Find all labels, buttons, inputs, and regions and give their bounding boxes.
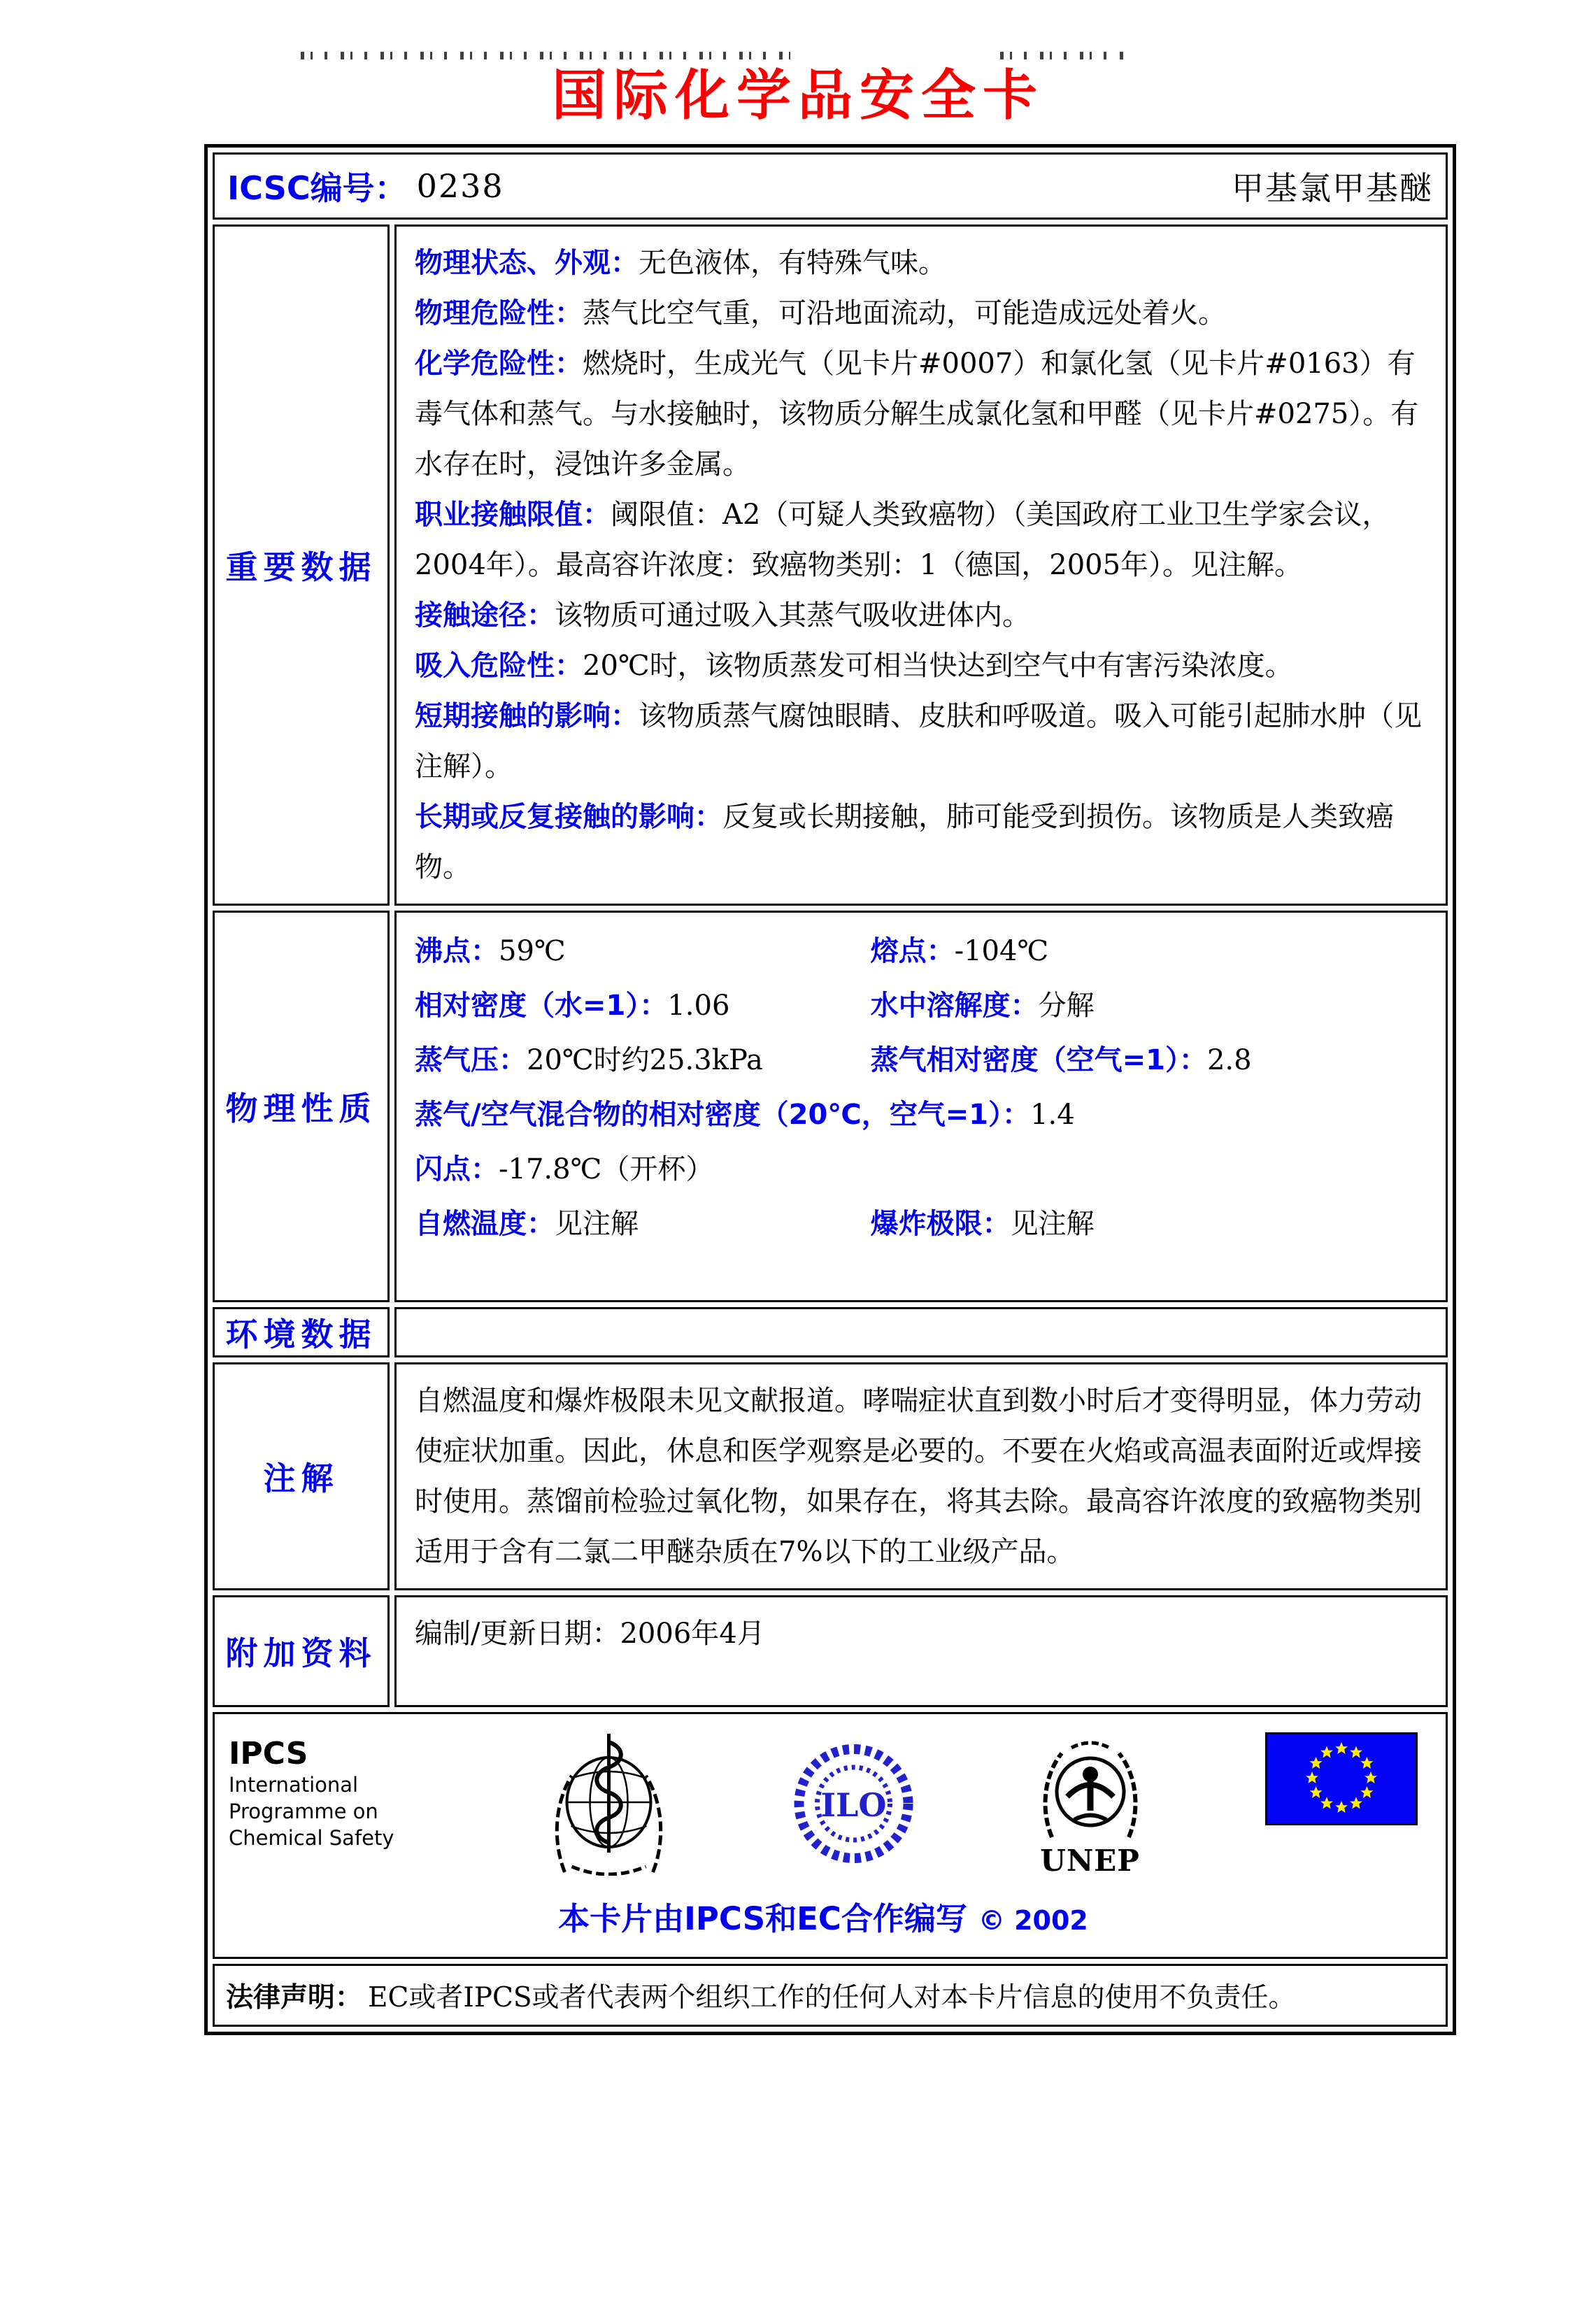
ipcs-title: IPCS: [229, 1736, 308, 1771]
field-chemical-dangers: 化学危险性：燃烧时，生成光气（见卡片#0007）和氯化氢（见卡片#0163）有毒气体和蒸气。与水接触时，该物质分解生成氯化氢和甲醛（见卡片#0275）。有水存在时，浸蚀许多金属。: [415, 348, 1419, 480]
field-inhalation-risk: 吸入危险性：20℃时，该物质蒸发可相当快达到空气中有害污染浓度。: [415, 650, 1293, 682]
section-label-important-data: 重要数据: [213, 224, 390, 906]
additional-info-content: [394, 1595, 1448, 1707]
legal-notice-label: 法律声明：: [226, 1982, 363, 2013]
icsc-number-value: 0238: [416, 167, 504, 205]
prop-vapour-air-mixture: 蒸气/空气混合物的相对密度（20℃，空气=1）：1.4: [415, 1099, 1075, 1131]
field-occupational-exposure-limits: 职业接触限值：阈限值：A2（可疑人类致癌物）（美国政府工业卫生学家会议，2004年）。最高容许浓度：致癌物类别：1（德国，2005年）。见注解。: [415, 499, 1390, 581]
field-routes-of-exposure: 接触途径：该物质可通过吸入其蒸气吸收进体内。: [415, 599, 1030, 632]
field-long-term-effects: 长期或反复接触的影响：反复或长期接触，肺可能受到损伤。该物质是人类致癌物。: [415, 801, 1394, 883]
cropped-text-fragment: [1000, 52, 1130, 59]
safety-card-table: [204, 144, 1456, 2035]
important-data-content: [394, 224, 1448, 906]
who-logo-icon: [548, 1732, 670, 1876]
environmental-data-row: [213, 1307, 1448, 1357]
ipcs-subtitle-line3: Chemical Safety: [229, 1826, 394, 1850]
ipcs-subtitle-line1: International: [229, 1773, 359, 1797]
ilo-logo-icon: [792, 1732, 915, 1876]
prop-flash-point: 闪点：-17.8℃（开杯）: [415, 1153, 714, 1185]
prop-vapour-pressure-density: 蒸气压：20℃时约25.3kPa 蒸气相对密度（空气=1）：2.8: [415, 1044, 1252, 1076]
additional-info-row: [213, 1595, 1448, 1707]
notes-row: [213, 1362, 1448, 1590]
legal-notice-text: EC或者IPCS或者代表两个组织工作的任何人对本卡片信息的使用不负责任。: [368, 1982, 1296, 2013]
important-data-row: [213, 224, 1448, 906]
notes-content: [394, 1362, 1448, 1590]
unep-label: UNEP: [1040, 1844, 1140, 1878]
legal-notice-row: [213, 1964, 1448, 2027]
prop-autoignition-explosive: 自燃温度：见注解 爆炸极限：见注解: [415, 1208, 1095, 1240]
credit-line: [229, 1893, 1418, 1939]
page-title: 国际化学品安全卡: [551, 64, 1044, 127]
chemical-name: 甲基氯甲基醚: [1232, 169, 1433, 207]
prop-boiling-melting: 沸点：59℃ 熔点：-104℃: [415, 935, 1049, 967]
section-label-physical-properties: 物理性质: [213, 911, 390, 1302]
physical-properties-content: [394, 911, 1448, 1302]
icsc-number-group: [227, 163, 1232, 209]
logos-line: [229, 1732, 1418, 1878]
update-date: 编制/更新日期：2006年4月: [415, 1618, 765, 1650]
field-physical-dangers: 物理危险性：蒸气比空气重，可沿地面流动，可能造成远处着火。: [415, 297, 1226, 329]
physical-properties-row: [213, 911, 1448, 1302]
organizations-row: [213, 1712, 1448, 1959]
copyright-text: © 2002: [978, 1905, 1088, 1936]
ipcs-block: [229, 1732, 425, 1851]
icsc-number-label: ICSC编号：: [227, 169, 407, 207]
field-physical-state: 物理状态、外观：无色液体，有特殊气味。: [415, 247, 946, 279]
credit-text: 本卡片由IPCS和EC合作编写: [558, 1900, 967, 1937]
icsc-header-row: [213, 152, 1448, 220]
notes-paragraph: 自燃温度和爆炸极限未见文献报道。哮喘症状直到数小时后才变得明显，体力劳动使症状加重。因此，休息和医学观察是必要的。不要在火焰或高温表面附近或焊接时使用。蒸馏前检验过氧化物，如果存在，将其去除。最高容许浓度的致癌物类别适用于含有二氯二甲醚杂质在7%以下的工业级产品。: [415, 1385, 1422, 1568]
unep-logo-icon: [1038, 1732, 1143, 1878]
section-label-environmental-data: 环境数据: [213, 1307, 390, 1357]
section-label-additional-info: 附加资料: [213, 1595, 390, 1707]
environmental-data-content: [394, 1307, 1448, 1357]
ilo-letters: ILO: [820, 1786, 887, 1824]
field-short-term-effects: 短期接触的影响：该物质蒸气腐蚀眼睛、皮肤和呼吸道。吸入可能引起肺水肿（见注解）。: [415, 700, 1422, 783]
cropped-text-fragment: [301, 52, 790, 59]
ipcs-subtitle-line2: Programme on: [229, 1799, 378, 1823]
section-label-notes: 注解: [213, 1362, 390, 1590]
eu-flag-icon: [1265, 1732, 1418, 1825]
prop-density-solubility: 相对密度（水=1）：1.06 水中溶解度：分解: [415, 990, 1095, 1022]
